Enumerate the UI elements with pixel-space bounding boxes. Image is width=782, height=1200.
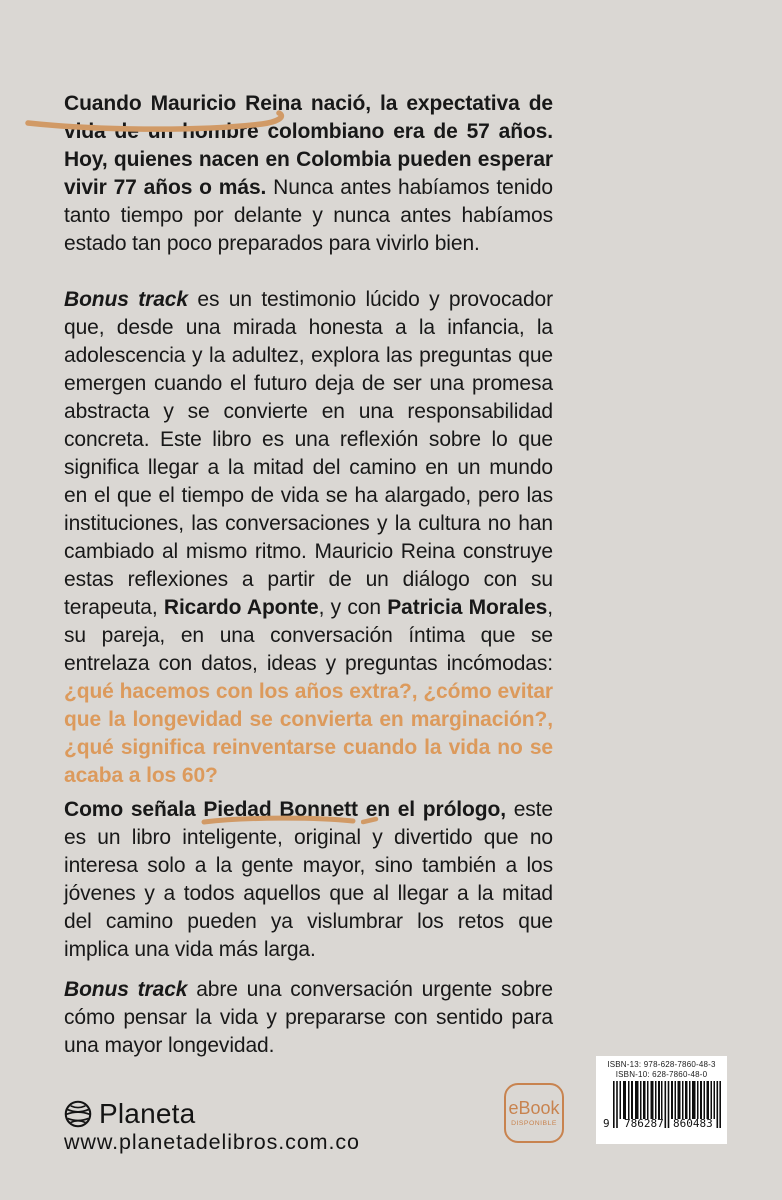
isbn-13-text: ISBN-13: 978-628-7860-48-3 xyxy=(607,1060,716,1069)
p2-regular-run-1: es un testimonio lúcido y provocador que, desde una mirada honesta a la infancia, la adolescencia y la adultez, explora las preguntas que emergen cuando el futuro deja de ser una promesa abstracta y se convierte en una responsabilidad concreta. Este libro es una reflexión sobre lo que significa llegar a la mitad del camino en un mundo en el que el tiempo de vida se ha alargado, pero las instituciones, las conversaciones y la cultura no han cambiado al mismo ritmo. Mauricio Reina construye estas reflexiones a partir de un diálogo con su terapeuta, xyxy=(64,288,553,619)
p2-bold-name-1: Ricardo Aponte xyxy=(163,596,319,619)
barcode-digit-right: 860483 xyxy=(673,1117,713,1130)
barcode-digits xyxy=(602,1117,721,1131)
isbn-barcode xyxy=(596,1056,727,1144)
back-cover-paragraph-3 xyxy=(64,796,553,964)
ebook-badge-label: eBook xyxy=(508,1098,560,1118)
isbn-10-text: ISBN-10: 628-7860-48-0 xyxy=(615,1069,708,1079)
barcode-digit-left: 9 xyxy=(603,1117,610,1130)
back-cover-paragraph-1 xyxy=(64,90,553,258)
p1-regular-run: Nunca antes habíamos tenido tanto tiempo por delante y nunca antes habíamos estado tan poco preparados para vivirlo bien. xyxy=(64,176,553,255)
planeta-logo xyxy=(64,1098,195,1130)
p4-regular-run: abre una conversación urgente sobre cómo pensar la vida y prepararse con sentido para una mayor longevidad. xyxy=(64,978,553,1057)
back-cover-paragraph-4 xyxy=(64,976,553,1060)
p2-book-title-run: Bonus track xyxy=(64,288,188,311)
p4-book-title-run: Bonus track xyxy=(64,978,188,1001)
p2-regular-run-2: , y con xyxy=(318,596,388,619)
publisher-website-url: www.planetadelibros.com.co xyxy=(64,1130,360,1154)
ean-barcode xyxy=(602,1081,721,1141)
p2-bold-name-2: Patricia Morales xyxy=(387,596,548,619)
p2-regular-run-3: , su pareja, en una conversación íntima que se entrelaza con datos, ideas y preguntas incómodas: xyxy=(64,596,553,675)
back-cover-paragraph-2 xyxy=(64,286,553,790)
barcode-digit-mid: 786287 xyxy=(624,1117,664,1130)
p3-regular-run: este es un libro inteligente, original y divertido que no interesa solo a la gente mayor, sino también a los jóvenes y a todos aquellos que al llegar a la mitad del camino pueden ya vislumbrar los retos que implica una vida más larga. xyxy=(64,798,553,961)
ebook-badge-sublabel: DISPONIBLE xyxy=(511,1120,557,1127)
p1-bold-run: Cuando Mauricio Reina nació, la expectativa de vida de un hombre colombiano era de 57 años. Hoy, quienes nacen en Colombia pueden esperar vivir 77 años o más. xyxy=(64,92,553,199)
p3-bold-run: Como señala Piedad Bonnett en el prólogo, xyxy=(64,798,506,821)
ebook-badge xyxy=(504,1083,564,1143)
publisher-name: Planeta xyxy=(99,1098,196,1129)
p2-orange-questions-run: ¿qué hacemos con los años extra?, ¿cómo evitar que la longevidad se convierta en marginación?, ¿qué significa reinventarse cuando la vida no se acaba a los 60? xyxy=(64,680,553,787)
planet-globe-icon xyxy=(64,1100,92,1128)
